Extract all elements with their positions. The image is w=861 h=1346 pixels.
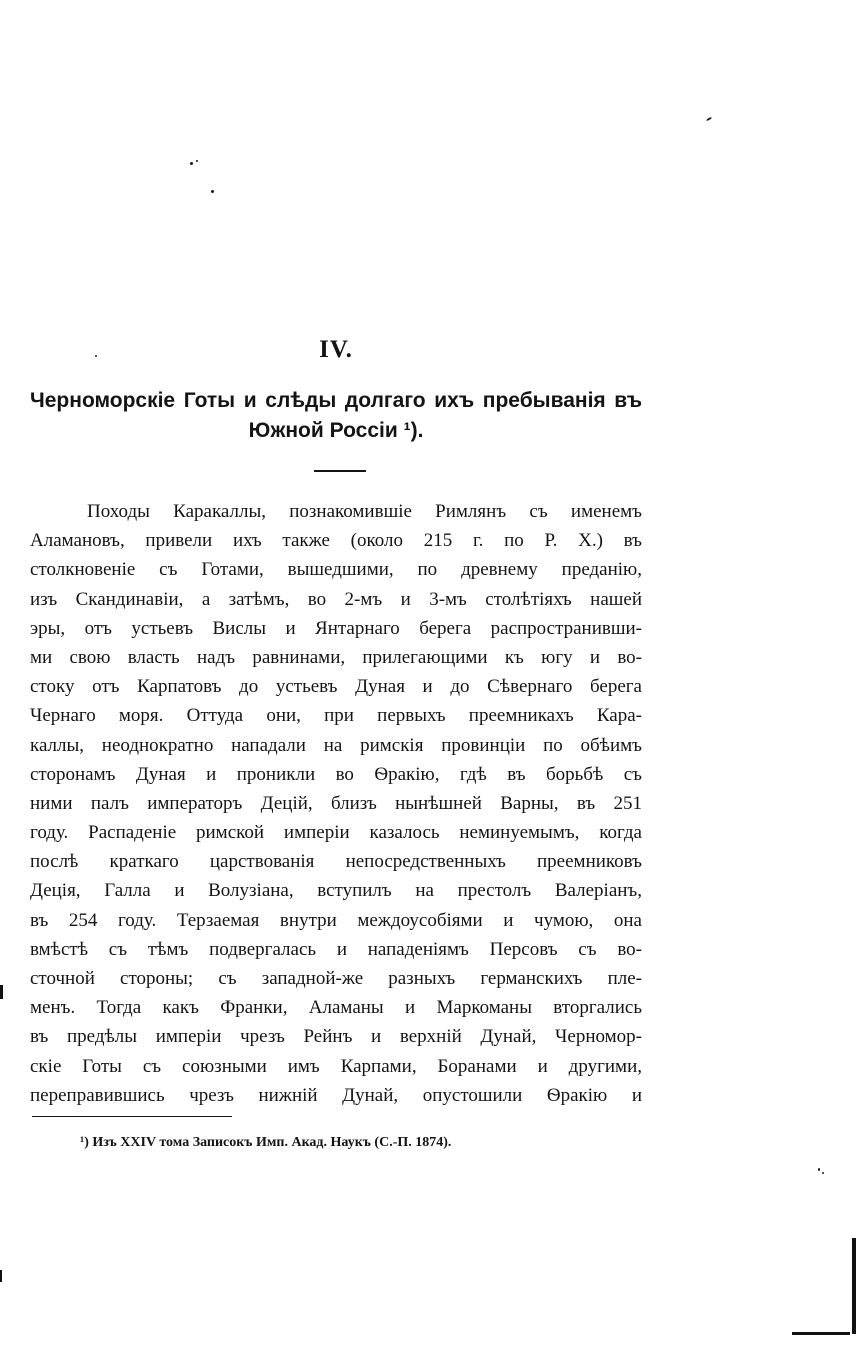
body-line: эры, отъ устьевъ Вислы и Янтарнаго берега распространивши- bbox=[30, 617, 642, 639]
chapter-number: IV. bbox=[319, 336, 353, 363]
scan-edge-mark bbox=[852, 1238, 856, 1334]
body-line: сторонамъ Дуная и проникли во Ѳракію, гдѣ въ борьбѣ съ bbox=[30, 763, 642, 785]
body-line: году. Распаденіе римской имперіи казалось неминуемымъ, когда bbox=[30, 822, 642, 844]
body-line: Чернаго моря. Оттуда они, при первыхъ преемникахъ Кара- bbox=[30, 705, 642, 727]
scan-edge-mark bbox=[0, 1270, 2, 1282]
body-line: ми свою власть надъ равнинами, прилегающими къ югу и во- bbox=[30, 646, 642, 668]
body-line: стоку отъ Карпатовъ до устьевъ Дуная и до Сѣвернаго берега bbox=[30, 676, 642, 698]
chapter-title-line: Черноморскіе Готы и слѣды долгаго ихъ пребыванія въ bbox=[30, 389, 642, 412]
scan-speck bbox=[706, 117, 712, 122]
body-line: ними палъ императоръ Децій, близъ нынѣшней Варны, въ 251 bbox=[30, 792, 642, 814]
scan-speck bbox=[211, 190, 214, 193]
body-line: Походы Каракаллы, познакомившіе Римлянъ съ именемъ bbox=[87, 501, 642, 522]
body-line: Деція, Галла и Волузіана, вступилъ на престолъ Валеріанъ, bbox=[30, 880, 642, 902]
body-line: послѣ краткаго царствованія непосредственныхъ преемниковъ bbox=[30, 851, 642, 873]
body-line: въ 254 году. Терзаемая внутри междоусобіями и чумою, она bbox=[30, 909, 642, 931]
body-line: изъ Скандинавіи, а затѣмъ, во 2-мъ и 3-мъ столѣтіяхъ нашей bbox=[30, 588, 642, 610]
footnote: ¹) Изъ XXIV тома Записокъ Имп. Акад. Наукъ (С.-П. 1874). bbox=[80, 1135, 452, 1150]
body-line: столкновеніе съ Готами, вышедшими, по древнему преданію, bbox=[30, 559, 642, 581]
body-line: скіе Готы съ союзными имъ Карпами, Боранами и другими, bbox=[30, 1055, 642, 1077]
body-line: менъ. Тогда какъ Франки, Аламаны и Маркоманы вторгались bbox=[30, 997, 642, 1019]
scan-speck bbox=[822, 1172, 824, 1174]
body-line: вмѣстѣ съ тѣмъ подвергалась и нападеніямъ Персовъ съ во- bbox=[30, 938, 642, 960]
body-line: переправившись чрезъ нижній Дунай, опустошили Ѳракію и bbox=[30, 1084, 642, 1106]
scan-speck bbox=[818, 1168, 820, 1171]
scan-edge-mark bbox=[792, 1332, 850, 1335]
body-line: Аламановъ, привели ихъ также (около 215 г. по Р. Х.) въ bbox=[30, 530, 642, 552]
body-line: въ предѣлы имперіи чрезъ Рейнъ и верхній Дунай, Черномор- bbox=[30, 1026, 642, 1048]
footnote-divider bbox=[32, 1116, 232, 1117]
body-line: каллы, неоднократно нападали на римскія провинціи по обѣимъ bbox=[30, 734, 642, 756]
scan-speck bbox=[196, 160, 198, 162]
title-divider bbox=[314, 470, 366, 472]
chapter-title-line: Южной Россіи ¹). bbox=[248, 419, 424, 442]
body-text bbox=[30, 497, 642, 1110]
scan-speck bbox=[190, 162, 193, 165]
chapter-title bbox=[30, 386, 642, 446]
scan-edge-mark bbox=[0, 985, 3, 999]
body-line: сточной стороны; съ западной-же разныхъ германскихъ пле- bbox=[30, 968, 642, 989]
